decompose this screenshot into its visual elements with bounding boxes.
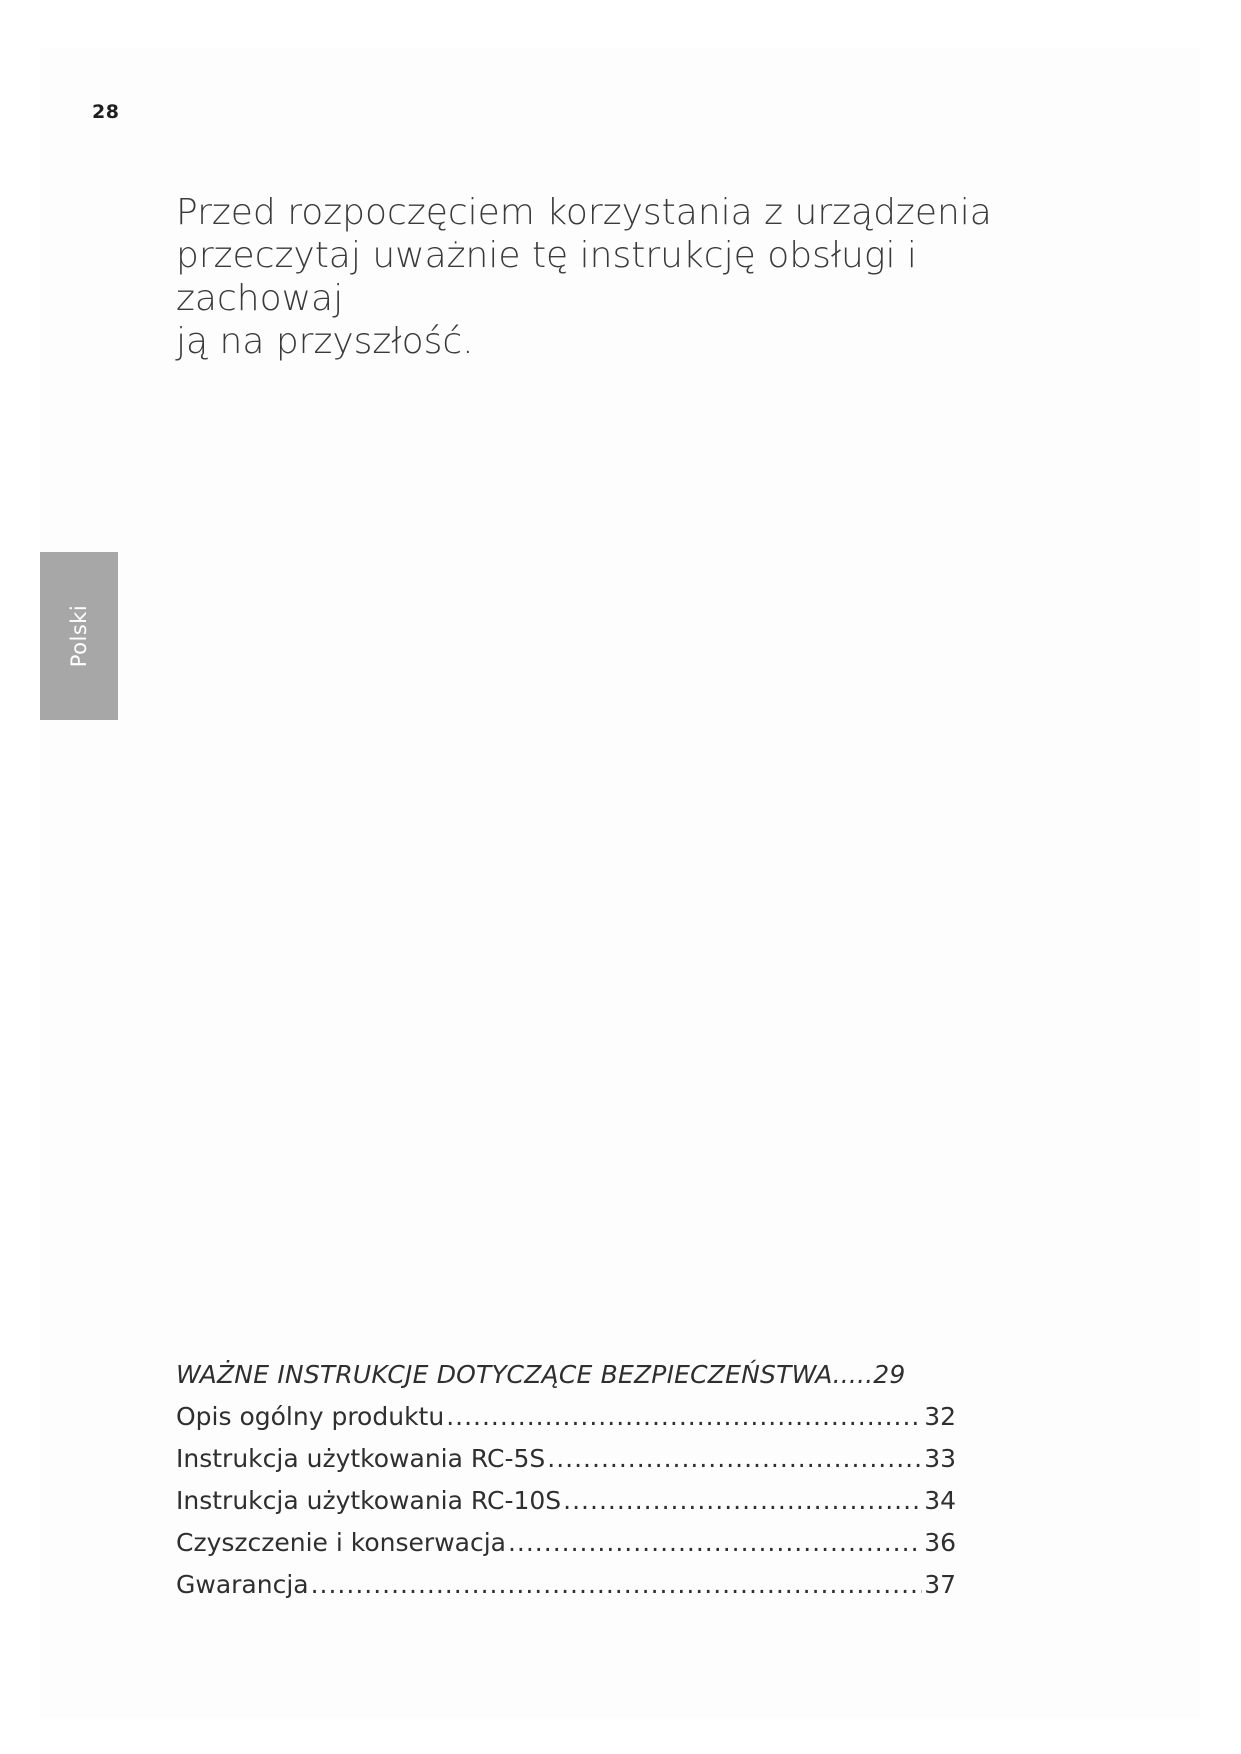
- toc-entry-rc5s[interactable]: [176, 1444, 956, 1486]
- toc-dot-leader: [311, 1570, 923, 1599]
- toc-entry-page: ..... 29: [833, 1360, 906, 1389]
- toc-entry-title: Opis ogólny produktu: [176, 1402, 445, 1431]
- toc-entry-title: Instrukcja użytkowania RC-5S: [176, 1444, 546, 1473]
- toc-entry-safety[interactable]: [176, 1360, 956, 1402]
- toc-entry-title: Instrukcja użytkowania RC-10S: [176, 1486, 562, 1515]
- toc-entry-overview[interactable]: [176, 1402, 956, 1444]
- toc-entry-page: 34: [924, 1486, 956, 1515]
- toc-dot-leader: [508, 1528, 922, 1557]
- toc-dot-leader: [446, 1402, 922, 1431]
- toc-entry-title: Czyszczenie i konserwacja: [176, 1528, 506, 1557]
- intro-notice: Przed rozpoczęciem korzystania z urządzenia przeczytaj uważnie tę instrukcję obsługi i zachowaj ją na przyszłość.: [176, 192, 992, 362]
- toc-dot-leader: [563, 1486, 922, 1515]
- table-of-contents: [176, 1360, 956, 1612]
- toc-entry-cleaning[interactable]: [176, 1528, 956, 1570]
- language-tab-label: Polski: [67, 604, 91, 668]
- language-tab: [40, 552, 118, 720]
- toc-entry-page: 33: [924, 1444, 956, 1473]
- toc-entry-page: 36: [924, 1528, 956, 1557]
- toc-entry-rc10s[interactable]: [176, 1486, 956, 1528]
- toc-entry-title: Gwarancja: [176, 1570, 309, 1599]
- toc-entry-page: 37: [924, 1570, 956, 1599]
- toc-entry-title: WAŻNE INSTRUKCJE DOTYCZĄCE BEZPIECZEŃSTWA: [176, 1360, 833, 1389]
- toc-entry-warranty[interactable]: [176, 1570, 956, 1612]
- page-number: 28: [92, 101, 120, 123]
- toc-dot-leader: [547, 1444, 922, 1473]
- toc-entry-page: 32: [924, 1402, 956, 1431]
